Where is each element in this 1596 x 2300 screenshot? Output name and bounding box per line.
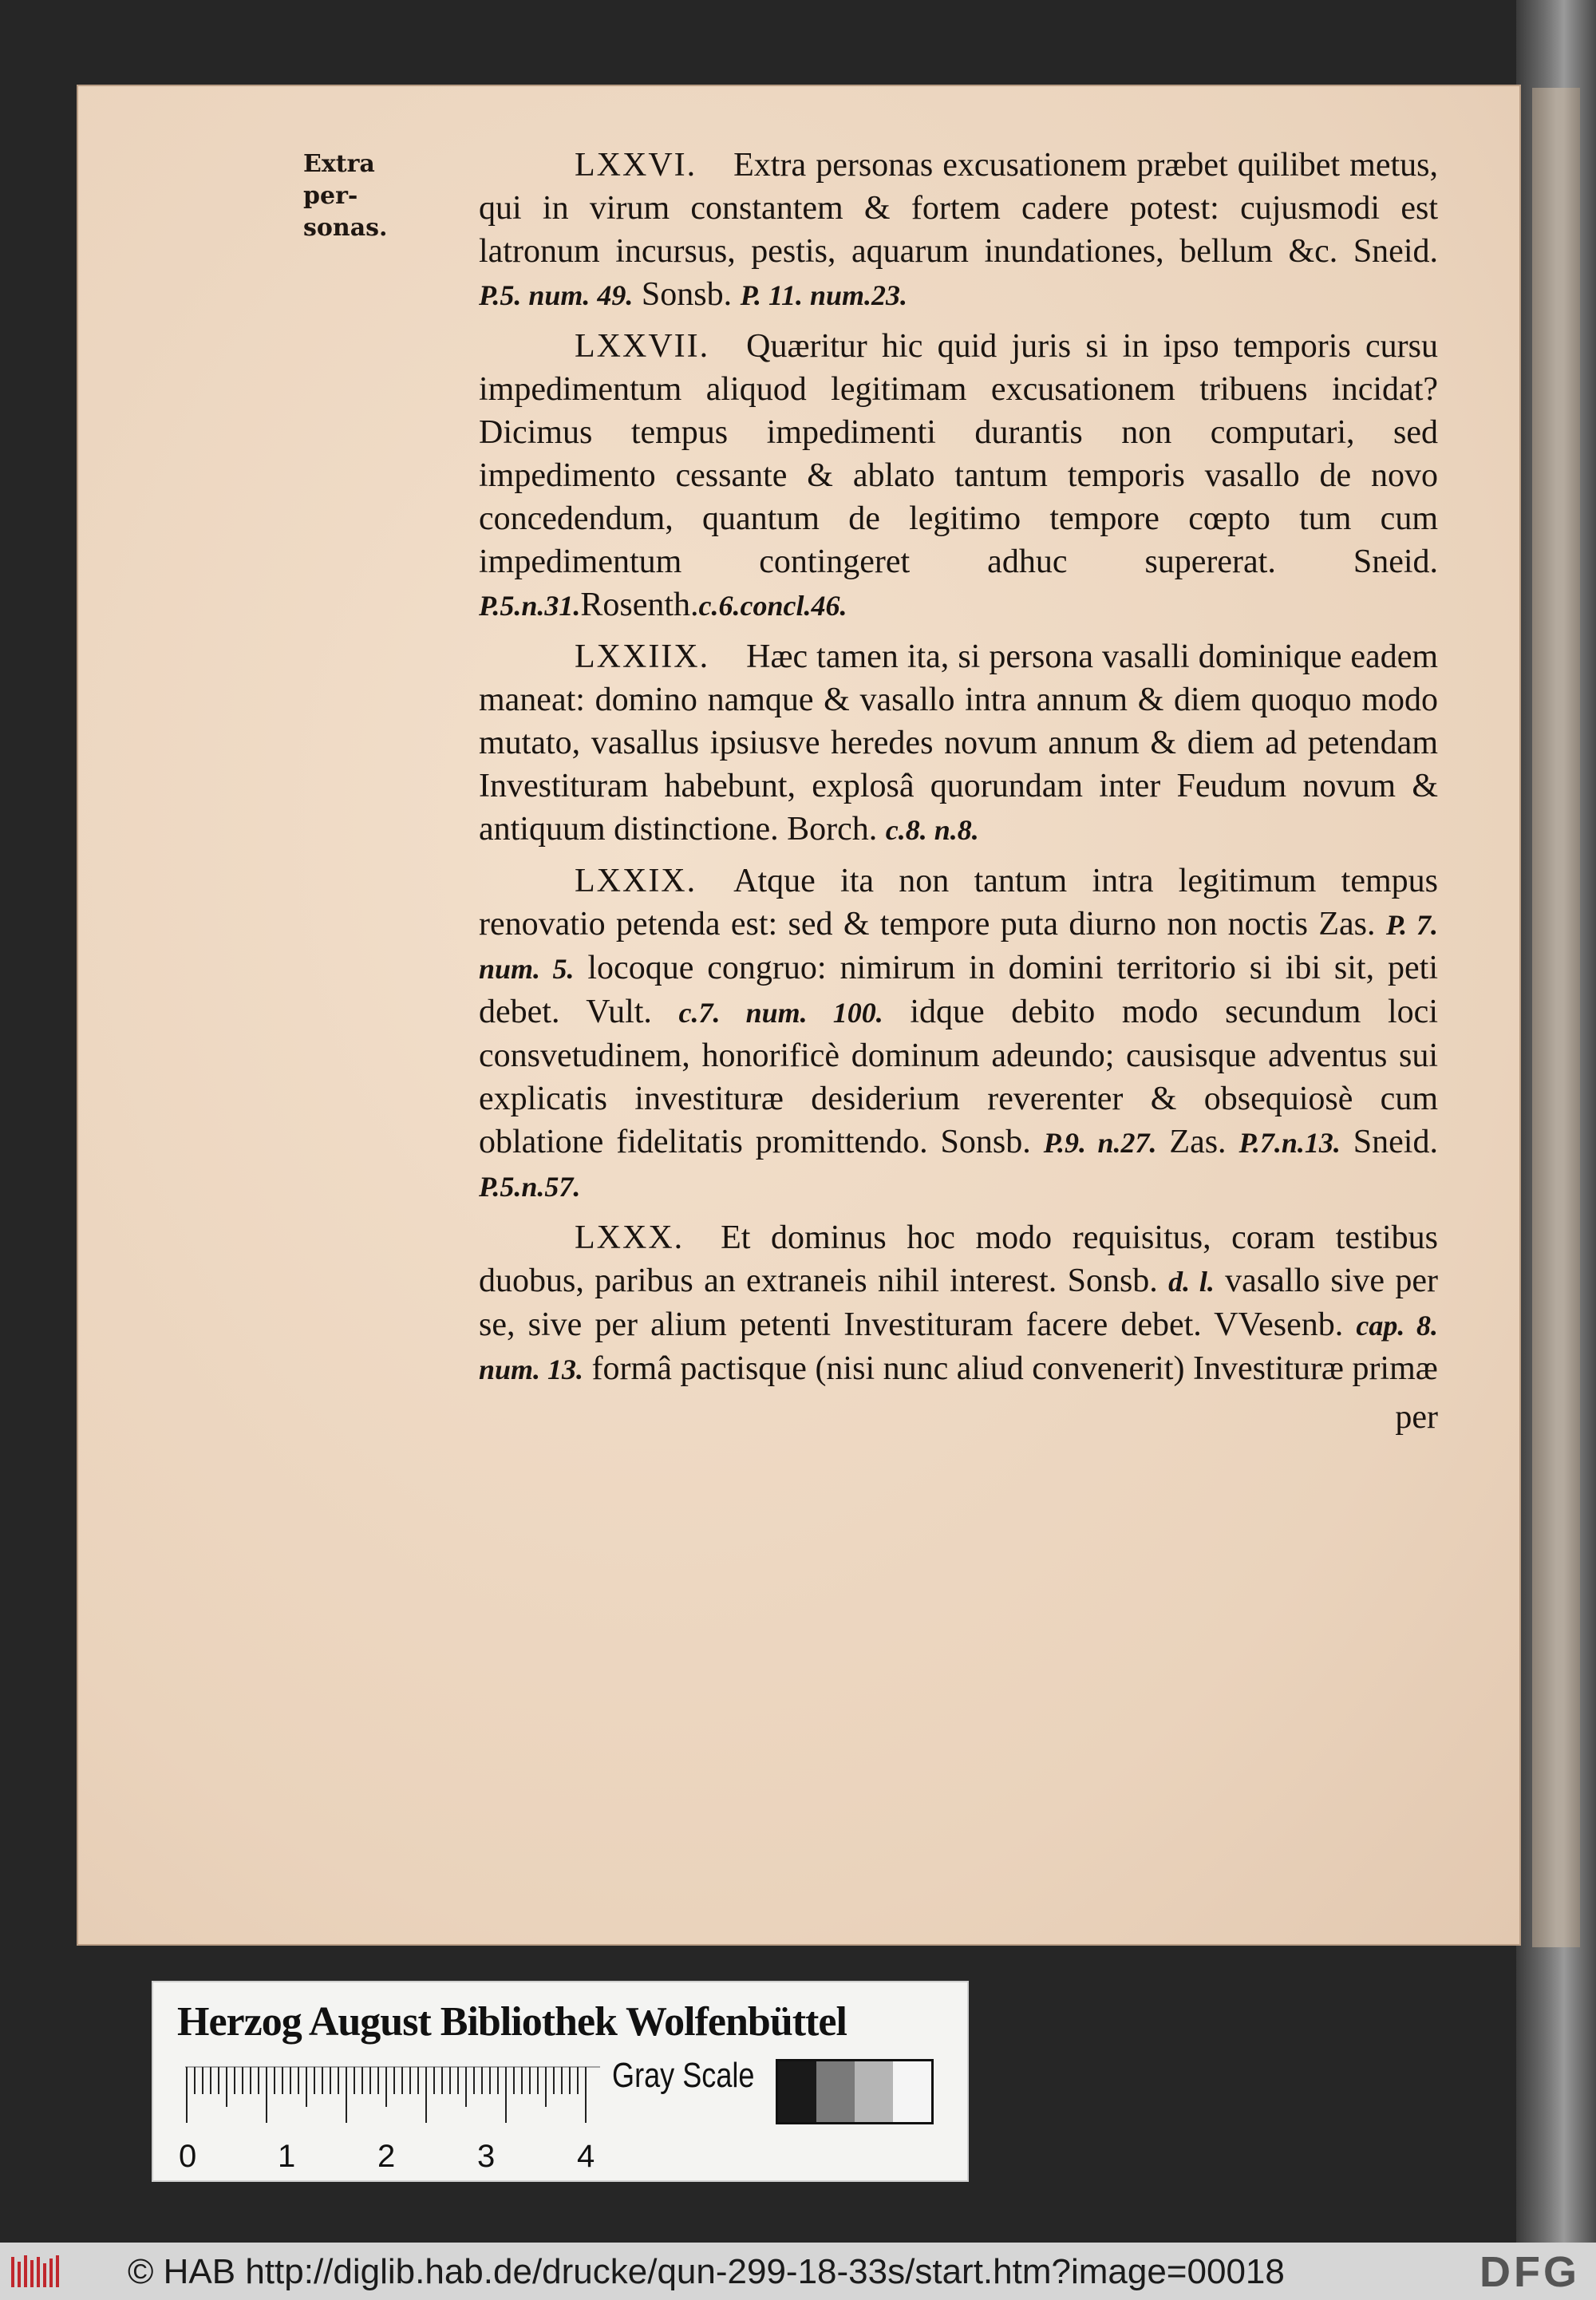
paragraph-lxxiix: LXXIIX. Hæc tamen ita, si persona vasalli dominique eadem maneat: domino namque & vasallo intra annum & diem quoquo modo mutato, vasallus ipsiusve heredes novum annum & diem ad petendam Investituram habebunt, explosâ quorundam inter Feudum novum & antiquum distinctione. Borch. c.8. n.8. (479, 635, 1438, 852)
gray-swatches (776, 2059, 934, 2124)
swatch-light-gray (855, 2061, 893, 2122)
citation: P. 11. num.23. (740, 279, 908, 311)
citation: cap. 8. num. 13. (479, 1310, 1439, 1385)
paragraph-lxxix: LXXIX. Atque ita non tantum intra legitimum tempus renovatio petenda est: sed & tempore puta diurno non noctis Zas. P. 7. num. 5. locoque congruo: nimirum in domini territorio si ibi sit, peti debet. Vult. c.7. num. 100. idque debito modo secundum loci consvetudinem, honorificè dominum adeundo; causisque adventus sui explicatis investituræ desiderium reverenter & obsequiosè cum oblatione fidelitatis promittendo. Sonsb. P.9. n.27. Zas. P.7.n.13. Sneid. P.5.n.57. (479, 860, 1438, 1208)
gray-scale-label: Gray Scale (612, 2056, 755, 2095)
paragraph-number: LXXIIX. (575, 638, 710, 675)
citation: d. l. (1168, 1266, 1215, 1298)
ruler-ticks-icon (185, 2059, 600, 2136)
dfg-logo: DFG (1479, 2248, 1580, 2296)
catchword: per (1395, 1399, 1438, 1436)
citation: c.7. num. 100. (678, 997, 883, 1029)
footer-bar (0, 2243, 1596, 2300)
paragraph-number: LXXVII. (575, 328, 710, 365)
citation: P. 7. num. 5. (479, 909, 1438, 985)
page-stack (1532, 88, 1580, 1947)
paragraph-number: LXXVI. (575, 147, 697, 184)
barcode-logo-icon (10, 2254, 65, 2290)
book-binding-edge (1516, 0, 1596, 2243)
library-name: Herzog August Bibliothek Wolfenbüttel (177, 1999, 847, 2045)
copyright-url: © HAB http://diglib.hab.de/drucke/qun-299-18-33s/start.htm?image=00018 (128, 2252, 1285, 2291)
paragraph-number: LXXIX. (575, 863, 697, 899)
paragraph-number: LXXX. (575, 1219, 685, 1256)
citation: P.5. num. 49. (479, 279, 634, 311)
citation: c.8. n.8. (885, 814, 979, 846)
citation: P.5.n.31. (479, 590, 581, 622)
paragraph-lxxx: LXXX. Et dominus hoc modo requisitus, coram testibus duobus, paribus an extraneis nihil interest. Sonsb. d. l. vasallo sive per se, sive per alium petenti Investituram facere debet. VVesenb. cap. 8. num. 13. formâ pactisque (nisi nunc aliud convenerit) Investituræ primæ (479, 1216, 1438, 1391)
color-calibration-bar (152, 1981, 969, 2182)
swatch-black (778, 2061, 816, 2122)
paragraph-lxxvii: LXXVII. Quæritur hic quid juris si in ipso temporis cursu impedimentum aliquod legitimam excusationem tribuens incidat? Dicimus tempus impedimenti durantis non computari, sed impedimento cessante & ablato tantum temporis vasallo de novo concedendum, quantum de legitimo tempore cœpto tum cum impedimentum contingeret adhuc supererat. Sneid. P.5.n.31.Rosenth.c.6.concl.46. (479, 325, 1438, 627)
citation: c.6.concl.46. (698, 590, 847, 622)
swatch-dark-gray (816, 2061, 855, 2122)
citation: P.5.n.57. (479, 1171, 581, 1203)
swatch-white (893, 2061, 931, 2122)
citation: P.9. n.27. (1043, 1127, 1157, 1159)
citation: P.7.n.13. (1238, 1127, 1341, 1159)
paragraph-lxxvi: LXXVI. Extra personas excusationem præbet quilibet metus, qui in virum constantem & fortem cadere potest: cujusmodi est latronum incursus, pestis, aquarum inundationes, bellum &c. Sneid. P.5. num. 49. Sonsb. P. 11. num.23. (479, 144, 1438, 317)
page-text (479, 144, 1438, 1439)
margin-note: Extra per- sonas. (303, 150, 388, 242)
ruler: 0 1 2 3 4 (185, 2059, 584, 2131)
